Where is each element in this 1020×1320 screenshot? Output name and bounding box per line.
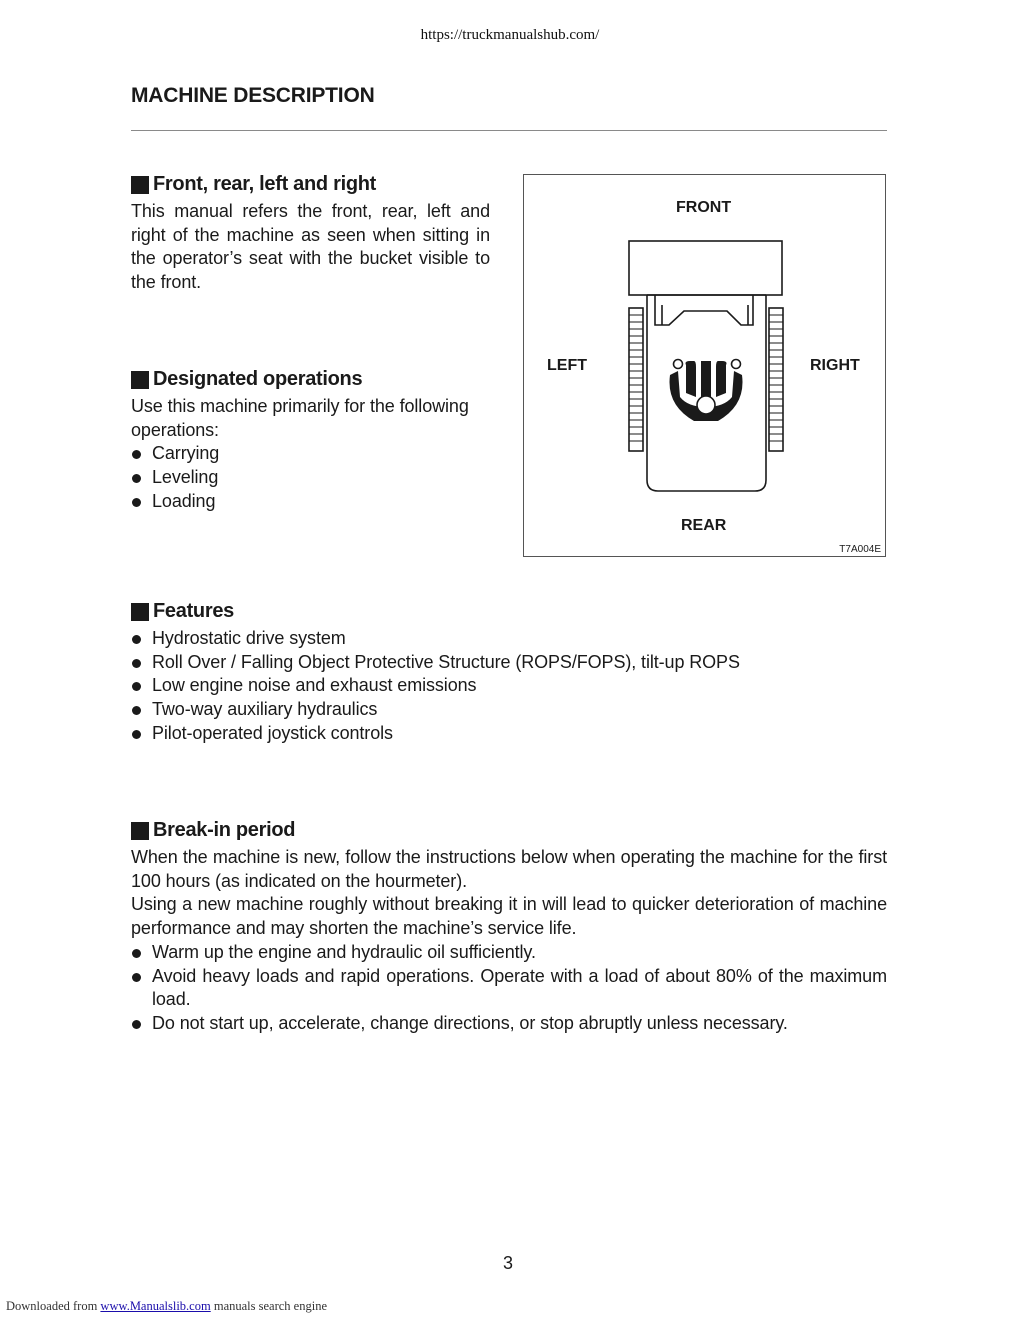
square-bullet-icon xyxy=(131,822,149,840)
title-divider xyxy=(131,130,887,131)
bullet-icon xyxy=(132,635,141,644)
section-designated-operations xyxy=(131,368,490,514)
bullet-icon xyxy=(132,1020,141,1029)
list-item: Avoid heavy loads and rapid operations. Operate with a load of about 80% of the maximum load. xyxy=(131,965,887,1012)
bullet-icon xyxy=(132,498,141,507)
list-item: Warm up the engine and hydraulic oil sufficiently. xyxy=(131,941,887,965)
section-orientation xyxy=(131,173,490,295)
section-heading-text: Designated operations xyxy=(153,368,363,390)
list-item: Leveling xyxy=(131,466,490,490)
section-heading-text: Front, rear, left and right xyxy=(153,173,377,195)
break-in-paragraph: When the machine is new, follow the instructions below when operating the machine for the first 100 hours (as indicated on the hourmeter). xyxy=(131,847,887,891)
list-item: Two-way auxiliary hydraulics xyxy=(131,698,887,722)
orientation-paragraph: This manual refers the front, rear, left and right of the machine as seen when sitting in the operator’s seat with the bucket visible to the front. xyxy=(131,201,490,293)
list-item: Hydrostatic drive system xyxy=(131,627,887,651)
list-item: Pilot-operated joystick controls xyxy=(131,722,887,746)
section-features xyxy=(131,600,887,746)
figure-label-right: RIGHT xyxy=(810,357,860,374)
page-number: 3 xyxy=(502,1253,513,1273)
manualslib-link[interactable]: www.Manualslib.com xyxy=(100,1299,211,1313)
list-item: Low engine noise and exhaust emissions xyxy=(131,674,887,698)
bullet-icon xyxy=(132,659,141,668)
section-heading xyxy=(131,819,887,842)
section-heading xyxy=(131,600,887,623)
page-title: MACHINE DESCRIPTION xyxy=(131,84,375,107)
download-footer xyxy=(6,1299,327,1314)
section-heading xyxy=(131,173,490,196)
list-item: Do not start up, accelerate, change directions, or stop abruptly unless necessary. xyxy=(131,1012,887,1036)
machine-top-view-icon xyxy=(524,175,887,558)
features-list xyxy=(131,627,887,746)
list-item: Roll Over / Falling Object Protective Structure (ROPS/FOPS), tilt-up ROPS xyxy=(131,651,887,675)
list-item: Loading xyxy=(131,490,490,514)
figure-label-front: FRONT xyxy=(676,199,732,216)
designated-list xyxy=(131,442,490,513)
bullet-icon xyxy=(132,949,141,958)
break-in-list xyxy=(131,941,887,1036)
machine-orientation-figure xyxy=(523,174,886,557)
section-heading-text: Break-in period xyxy=(153,819,296,841)
break-in-paragraph: Using a new machine roughly without breaking it in will lead to quicker deterioration of machine performance and may shorten the machine’s service life. xyxy=(131,894,887,939)
bullet-icon xyxy=(132,706,141,715)
bullet-icon xyxy=(132,730,141,739)
section-heading xyxy=(131,368,490,391)
bullet-icon xyxy=(132,474,141,483)
figure-code: T7A004E xyxy=(839,544,881,555)
source-url: https://truckmanualshub.com/ xyxy=(420,27,600,43)
square-bullet-icon xyxy=(131,603,149,621)
designated-paragraph: Use this machine primarily for the following operations: xyxy=(131,396,469,440)
figure-label-rear: REAR xyxy=(681,517,727,534)
square-bullet-icon xyxy=(131,371,149,389)
figure-label-left: LEFT xyxy=(547,357,587,374)
section-break-in xyxy=(131,819,887,1036)
bullet-icon xyxy=(132,682,141,691)
footer-prefix: Downloaded from xyxy=(6,1299,98,1313)
section-heading-text: Features xyxy=(153,600,234,622)
bullet-icon xyxy=(132,973,141,982)
square-bullet-icon xyxy=(131,176,149,194)
footer-suffix: manuals search engine xyxy=(213,1299,327,1313)
list-item: Carrying xyxy=(131,442,490,466)
bullet-icon xyxy=(132,450,141,459)
